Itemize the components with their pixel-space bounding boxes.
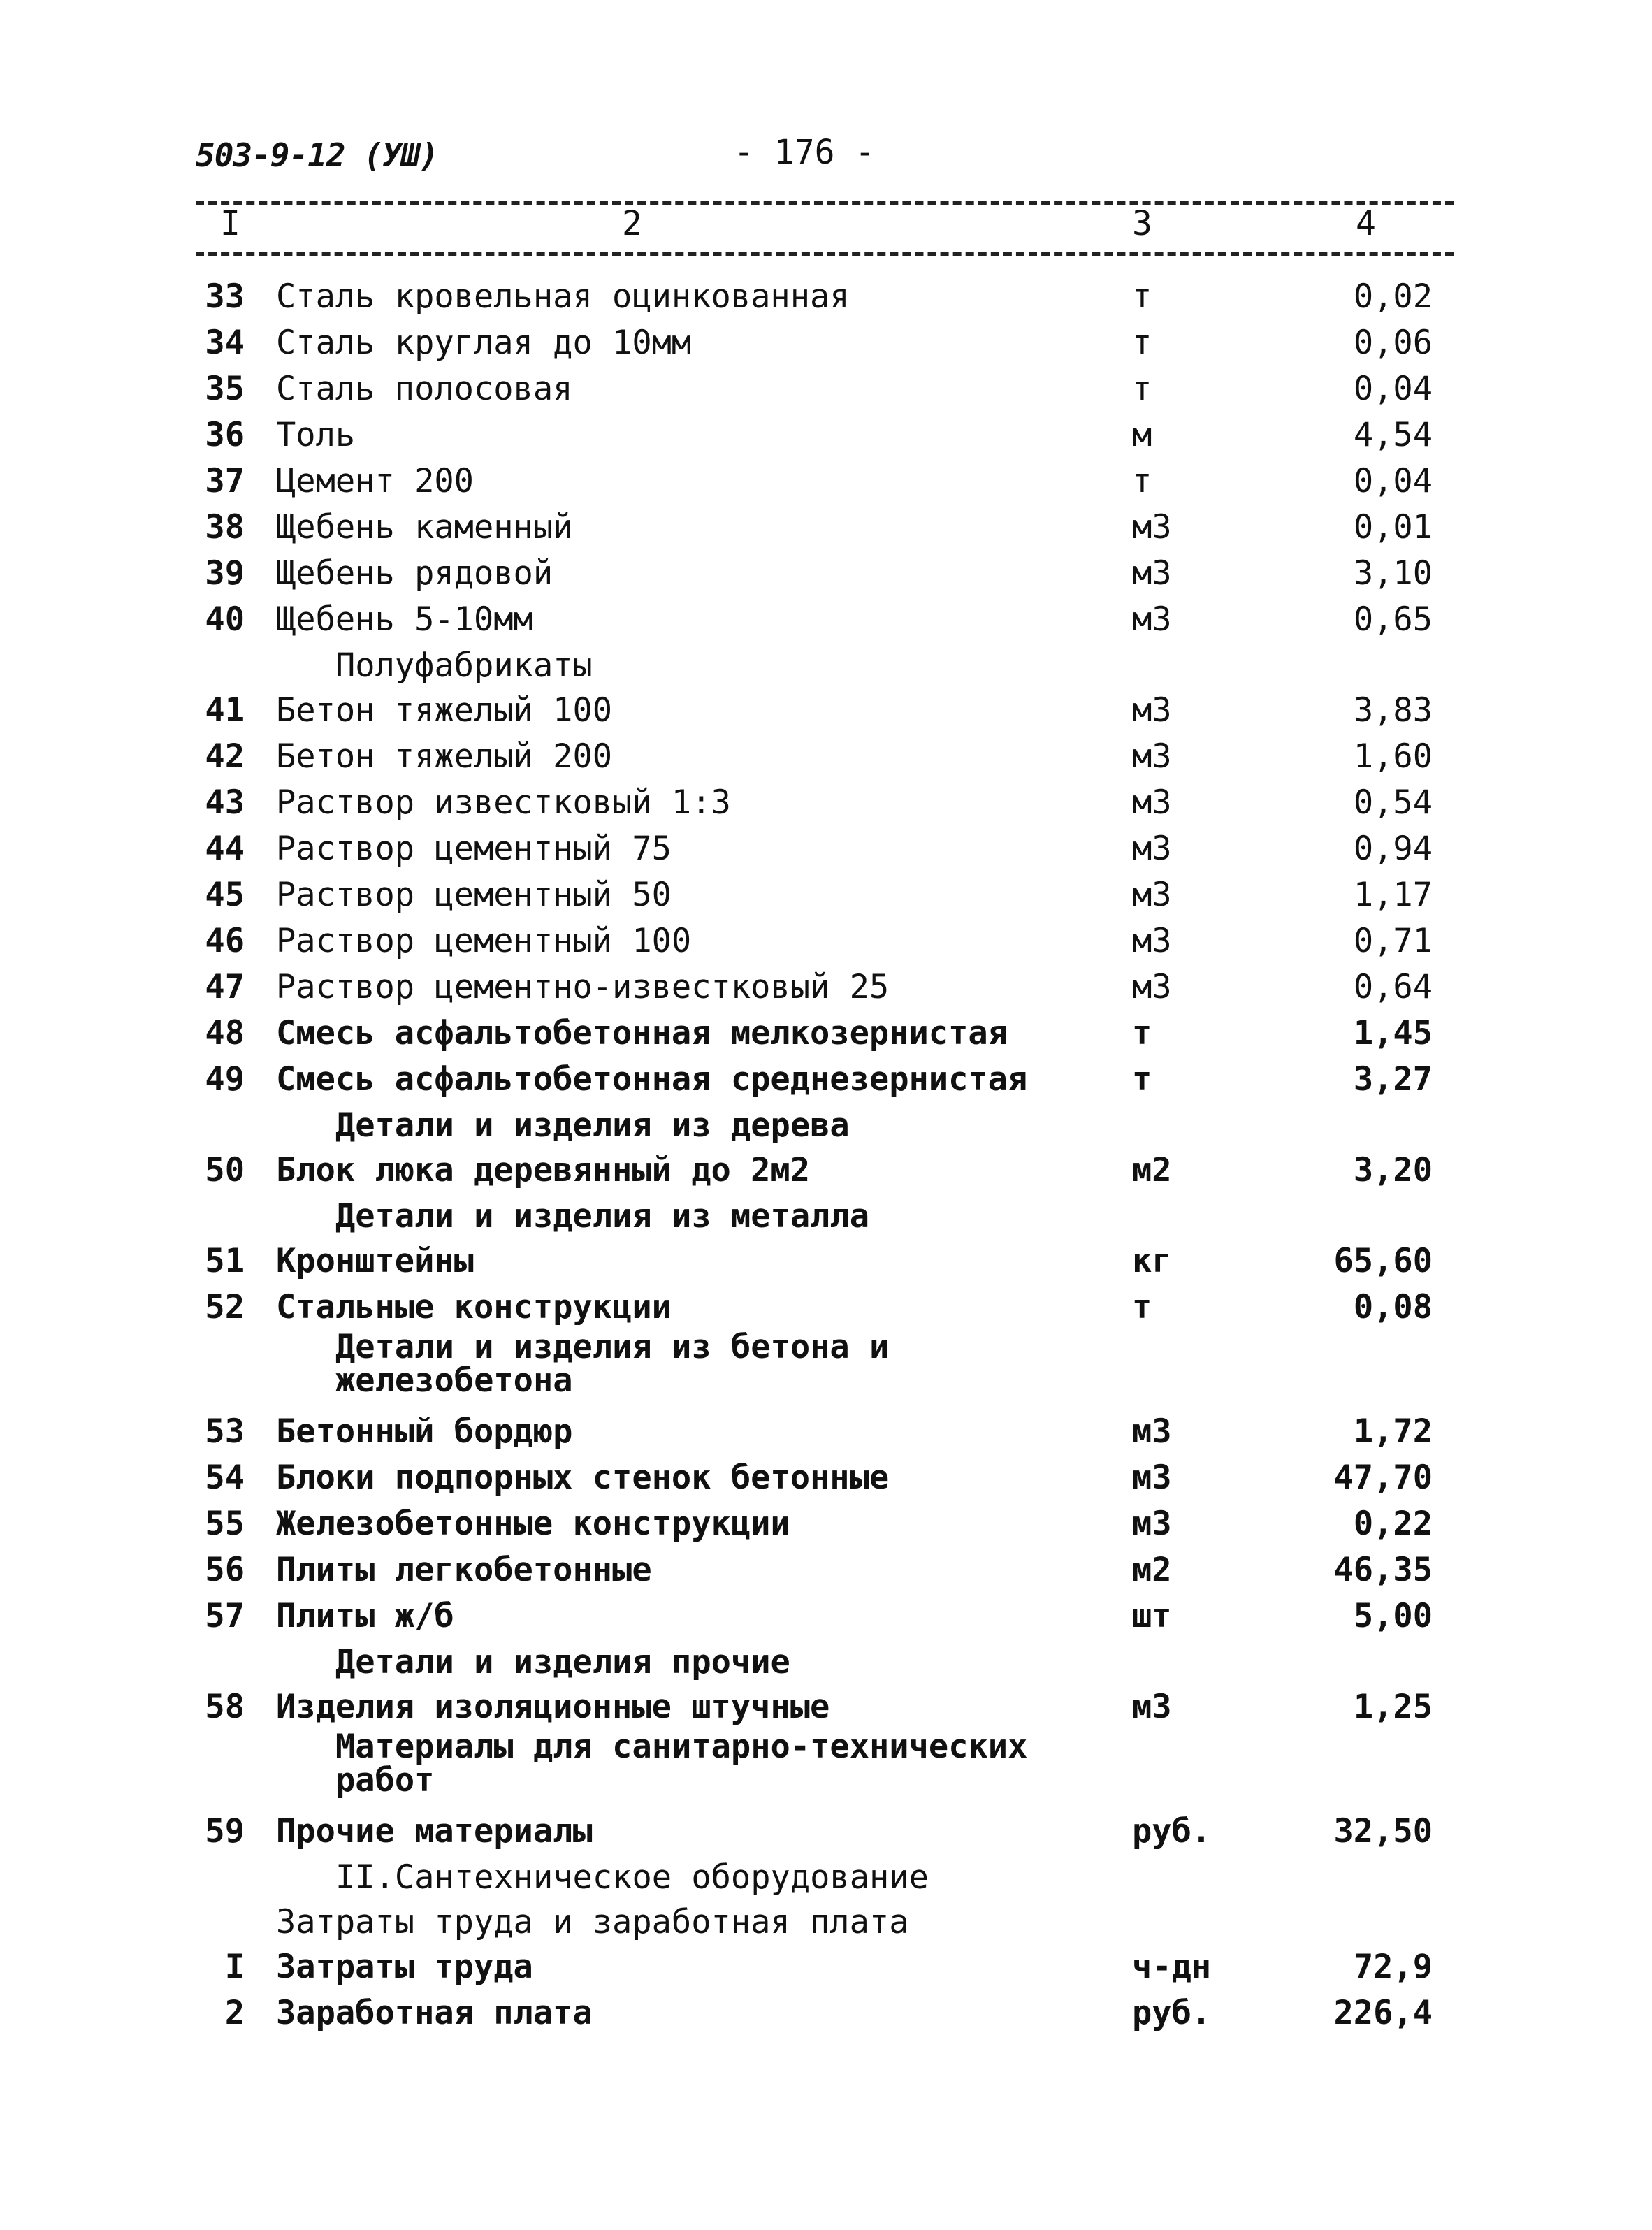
row-quantity: 72,9 bbox=[1353, 1948, 1433, 1986]
table-row bbox=[0, 1990, 1652, 2036]
row-name: Сталь полосовая bbox=[276, 370, 573, 408]
row-name: Смесь асфальтобетонная мелкозернистая bbox=[276, 1014, 1008, 1052]
table-row bbox=[0, 1944, 1652, 1990]
section-heading-wood bbox=[0, 1103, 1652, 1147]
row-name: Смесь асфальтобетонная среднезернистая bbox=[276, 1060, 1028, 1099]
table-row bbox=[0, 826, 1652, 872]
row-number: 45 bbox=[205, 876, 245, 914]
table-row bbox=[0, 1593, 1652, 1639]
row-name: Затраты труда bbox=[276, 1948, 533, 1986]
column-header-unit: 3 bbox=[1132, 204, 1152, 243]
row-name: Раствор известковый 1:3 bbox=[276, 783, 731, 822]
row-name: Железобетонные конструкции bbox=[276, 1505, 790, 1543]
row-quantity: 32,50 bbox=[1333, 1812, 1433, 1851]
row-number: 51 bbox=[205, 1242, 245, 1280]
row-name: Толь bbox=[276, 416, 356, 454]
table-row bbox=[0, 1501, 1652, 1547]
row-number: 56 bbox=[205, 1551, 245, 1589]
row-unit: м bbox=[1132, 416, 1152, 454]
row-name: Цемент 200 bbox=[276, 462, 474, 500]
table-row bbox=[0, 1057, 1652, 1103]
row-name: Блок люка деревянный до 2м2 bbox=[276, 1151, 811, 1189]
row-unit: м2 bbox=[1132, 1151, 1172, 1189]
section-title: Детали и изделия из дерева bbox=[335, 1106, 850, 1145]
table-row bbox=[0, 505, 1652, 551]
row-quantity: 1,25 bbox=[1353, 1688, 1433, 1726]
row-name: Бетон тяжелый 200 bbox=[276, 737, 613, 776]
table-row bbox=[0, 918, 1652, 964]
row-name: Кронштейны bbox=[276, 1242, 474, 1280]
table-row bbox=[0, 964, 1652, 1011]
row-unit: м3 bbox=[1132, 1505, 1172, 1543]
table-header-rule bbox=[196, 252, 1454, 256]
section-title: Материалы для санитарно-технических работ bbox=[335, 1728, 1028, 1800]
row-quantity: 0,06 bbox=[1353, 324, 1433, 362]
table-row bbox=[0, 1455, 1652, 1501]
table-row bbox=[0, 320, 1652, 366]
row-quantity: 1,45 bbox=[1353, 1014, 1433, 1052]
row-quantity: 0,65 bbox=[1353, 600, 1433, 639]
row-unit: т bbox=[1132, 1288, 1152, 1326]
row-quantity: 47,70 bbox=[1333, 1458, 1433, 1497]
row-number: 2 bbox=[224, 1994, 245, 2032]
row-quantity: 3,83 bbox=[1353, 691, 1433, 730]
table-row bbox=[0, 1547, 1652, 1593]
row-number: 36 bbox=[205, 416, 245, 454]
row-unit: м3 bbox=[1132, 508, 1172, 546]
section-heading-concrete bbox=[0, 1328, 1652, 1409]
row-name: Бетонный бордюр bbox=[276, 1412, 573, 1451]
row-unit: м3 bbox=[1132, 1412, 1172, 1451]
row-unit: руб. bbox=[1132, 1812, 1212, 1851]
row-quantity: 1,60 bbox=[1353, 737, 1433, 776]
row-name: Раствор цементно-известковый 25 bbox=[276, 968, 890, 1006]
table-row bbox=[0, 1238, 1652, 1284]
row-number: 38 bbox=[205, 508, 245, 546]
row-number: 46 bbox=[205, 922, 245, 960]
row-unit: т bbox=[1132, 1060, 1152, 1099]
table-row bbox=[0, 1147, 1652, 1194]
row-quantity: 65,60 bbox=[1333, 1242, 1433, 1280]
table-row bbox=[0, 872, 1652, 918]
row-quantity: 1,17 bbox=[1353, 876, 1433, 914]
section-title: Детали и изделия из бетона и железобетона bbox=[335, 1328, 890, 1400]
row-number: 42 bbox=[205, 737, 245, 776]
row-unit: т bbox=[1132, 1014, 1152, 1052]
row-quantity: 0,08 bbox=[1353, 1288, 1433, 1326]
table-row bbox=[0, 366, 1652, 412]
row-unit: м3 bbox=[1132, 922, 1172, 960]
row-quantity: 0,22 bbox=[1353, 1505, 1433, 1543]
row-unit: кг bbox=[1132, 1242, 1172, 1280]
row-unit: м3 bbox=[1132, 554, 1172, 593]
row-quantity: 0,02 bbox=[1353, 277, 1433, 316]
row-name: Изделия изоляционные штучные bbox=[276, 1688, 830, 1726]
row-unit: т bbox=[1132, 277, 1152, 316]
row-unit: м3 bbox=[1132, 1458, 1172, 1497]
row-number: 50 bbox=[205, 1151, 245, 1189]
row-unit: т bbox=[1132, 462, 1152, 500]
row-quantity: 0,54 bbox=[1353, 783, 1433, 822]
row-unit: т bbox=[1132, 324, 1152, 362]
row-number: 39 bbox=[205, 554, 245, 593]
row-number: 57 bbox=[205, 1597, 245, 1635]
row-number: 54 bbox=[205, 1458, 245, 1497]
row-name: Щебень 5-10мм bbox=[276, 600, 533, 639]
row-name: Щебень каменный bbox=[276, 508, 573, 546]
row-name: Щебень рядовой bbox=[276, 554, 553, 593]
row-number: 43 bbox=[205, 783, 245, 822]
row-name: Плиты легкобетонные bbox=[276, 1551, 652, 1589]
row-number: 52 bbox=[205, 1288, 245, 1326]
table-row bbox=[0, 458, 1652, 505]
row-quantity: 4,54 bbox=[1353, 416, 1433, 454]
row-name: Раствор цементный 50 bbox=[276, 876, 672, 914]
row-quantity: 5,00 bbox=[1353, 1597, 1433, 1635]
table-row bbox=[0, 1409, 1652, 1455]
column-header-number: I bbox=[220, 204, 240, 243]
row-unit: м3 bbox=[1132, 783, 1172, 822]
row-number: 49 bbox=[205, 1060, 245, 1099]
row-number: 55 bbox=[205, 1505, 245, 1543]
row-name: Сталь кровельная оцинкованная bbox=[276, 277, 850, 316]
table-row bbox=[0, 1684, 1652, 1730]
row-name: Раствор цементный 100 bbox=[276, 922, 692, 960]
row-number: 47 bbox=[205, 968, 245, 1006]
row-number: 37 bbox=[205, 462, 245, 500]
table-row bbox=[0, 688, 1652, 734]
row-name: Стальные конструкции bbox=[276, 1288, 672, 1326]
row-number: 41 bbox=[205, 691, 245, 730]
row-name: Плиты ж/б bbox=[276, 1597, 454, 1635]
row-unit: шт bbox=[1132, 1597, 1172, 1635]
row-number: 35 bbox=[205, 370, 245, 408]
row-name: Раствор цементный 75 bbox=[276, 830, 672, 868]
row-number: 40 bbox=[205, 600, 245, 639]
row-number: 44 bbox=[205, 830, 245, 868]
section-heading-equipment bbox=[0, 1855, 1652, 1899]
table-row bbox=[0, 1809, 1652, 1855]
row-quantity: 0,94 bbox=[1353, 830, 1433, 868]
materials-table bbox=[0, 274, 1652, 2036]
row-name: Заработная плата bbox=[276, 1994, 593, 2032]
row-quantity: 46,35 bbox=[1333, 1551, 1433, 1589]
row-unit: м3 bbox=[1132, 830, 1172, 868]
section-heading-metal bbox=[0, 1194, 1652, 1238]
row-unit: м2 bbox=[1132, 1551, 1172, 1589]
column-header-quantity: 4 bbox=[1356, 204, 1376, 243]
row-unit: ч-дн bbox=[1132, 1948, 1212, 1986]
row-name: Прочие материалы bbox=[276, 1812, 593, 1851]
row-quantity: 0,01 bbox=[1353, 508, 1433, 546]
column-header-name: 2 bbox=[622, 204, 642, 243]
section-heading-labor bbox=[0, 1899, 1652, 1944]
section-heading-other bbox=[0, 1639, 1652, 1684]
row-unit: м3 bbox=[1132, 737, 1172, 776]
row-quantity: 0,04 bbox=[1353, 462, 1433, 500]
row-number: I bbox=[224, 1948, 245, 1986]
section-title: Детали и изделия из металла bbox=[335, 1197, 870, 1236]
row-name: Бетон тяжелый 100 bbox=[276, 691, 613, 730]
section-title: Полуфабрикаты bbox=[335, 646, 593, 685]
row-quantity: 0,04 bbox=[1353, 370, 1433, 408]
table-row bbox=[0, 551, 1652, 597]
row-unit: м3 bbox=[1132, 1688, 1172, 1726]
row-number: 34 bbox=[205, 324, 245, 362]
row-quantity: 0,64 bbox=[1353, 968, 1433, 1006]
row-quantity: 3,27 bbox=[1353, 1060, 1433, 1099]
row-name: Блоки подпорных стенок бетонные bbox=[276, 1458, 890, 1497]
row-number: 53 bbox=[205, 1412, 245, 1451]
table-row bbox=[0, 412, 1652, 458]
row-quantity: 3,10 bbox=[1353, 554, 1433, 593]
table-top-rule bbox=[196, 201, 1454, 205]
row-unit: м3 bbox=[1132, 876, 1172, 914]
row-unit: т bbox=[1132, 370, 1152, 408]
section-title: Детали и изделия прочие bbox=[335, 1643, 790, 1681]
row-number: 59 bbox=[205, 1812, 245, 1851]
row-number: 33 bbox=[205, 277, 245, 316]
row-quantity: 1,72 bbox=[1353, 1412, 1433, 1451]
row-unit: м3 bbox=[1132, 691, 1172, 730]
row-number: 58 bbox=[205, 1688, 245, 1726]
section-title: Затраты труда и заработная плата bbox=[276, 1903, 909, 1941]
section-title: II.Сантехническое оборудование bbox=[335, 1858, 929, 1897]
row-number: 48 bbox=[205, 1014, 245, 1052]
table-row bbox=[0, 780, 1652, 826]
table-row bbox=[0, 1011, 1652, 1057]
table-row bbox=[0, 1284, 1652, 1331]
table-row bbox=[0, 597, 1652, 643]
row-quantity: 0,71 bbox=[1353, 922, 1433, 960]
row-unit: м3 bbox=[1132, 600, 1172, 639]
page-number: - 176 - bbox=[734, 133, 876, 172]
row-unit: м3 bbox=[1132, 968, 1172, 1006]
document-code: 503-9-12 (УШ) bbox=[196, 136, 439, 174]
row-quantity: 226,4 bbox=[1333, 1994, 1433, 2032]
row-unit: руб. bbox=[1132, 1994, 1212, 2032]
table-row bbox=[0, 274, 1652, 320]
section-heading-semi-finished bbox=[0, 643, 1652, 688]
section-heading-sanitary bbox=[0, 1730, 1652, 1809]
row-name: Сталь круглая до 10мм bbox=[276, 324, 692, 362]
table-row bbox=[0, 734, 1652, 780]
row-quantity: 3,20 bbox=[1353, 1151, 1433, 1189]
